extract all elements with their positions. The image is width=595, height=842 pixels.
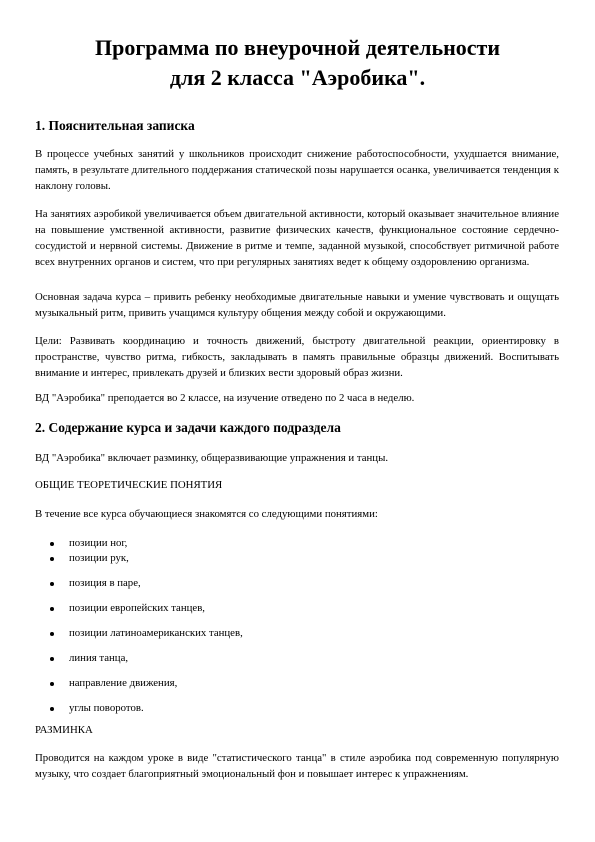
bullet-icon	[50, 535, 64, 551]
bullet-icon	[50, 675, 64, 691]
section-1-paragraph-5: ВД "Аэробика" преподается во 2 классе, на изучение отведено по 2 часа в неделю.	[35, 392, 415, 404]
bullet-icon	[50, 600, 64, 616]
bullet-icon	[50, 650, 64, 666]
warmup-heading: РАЗМИНКА	[35, 724, 93, 736]
bullet-icon	[50, 625, 64, 641]
section-1-paragraph-3: Основная задача курса – привить ребенку необходимые двигательные навыки и умение чувствовать и ощущать музыкальный ритм, привить учащимся культуру общения между собой и окружающими.	[35, 291, 559, 319]
document-page: Программа по внеурочной деятельности для 2 класса "Аэробика". 1. Пояснительная записка В процессе учебных занятий у школьников происходит снижение работоспособности, ухудшается внимание, память, в результате длительного поддержания статической позы нарушается осанка, увеличивается тенденция к наклону головы. На занятиях аэробикой увеличивается объем двигательной активности, который оказывает значительное влияние на повышение умственной активности, развитие физических качеств, функциональное состояние сердечно-сосудистой и нервной системы. Движение в ритме и темпе, заданной музыкой, способствует ритмичной работе всех внутренних органов и систем, что при регулярных занятиях ведет к общему оздоровлению организма. Основная задача курса – привить ребенку необходимые двигательные навыки и умение чувствовать и ощущать музыкальный ритм, привить учащимся культуру общения между собой и окружающими. Цели: Развивать координацию и точность движений, быстроту двигательной реакции, ориентировку в пространстве, чувство ритма, гибкость, закладывать в память правильные образцы движений. Воспитывать внимание и интерес, привлекать друзей и близких вести здоровый образ жизни. ВД "Аэробика" преподается во 2 классе, на изучение отведено по 2 часа в неделю. 2. Содержание курса и задачи каждого подраздела ВД "Аэробика" включает разминку, общеразвивающие упражнения и танцы. ОБЩИЕ ТЕОРЕТИЧЕСКИЕ ПОНЯТИЯ В течение все курса обучающиеся знакомятся со следующими понятиями: позиции ног, позиции рук, позиция в паре, позиции европейских танцев, позиции латиноамериканских танцев, линия танца, направление движения, углы поворотов. РАЗМИНКА Проводится на каждом уроке в виде "статистического танца" в стиле аэробика под современную популярную музыку, что создает благоприятный эмоциональный фон и повышает интерес к упражнениям.	[0, 0, 595, 842]
section-1-heading: 1. Пояснительная записка	[35, 118, 195, 133]
section-2-list-intro: В течение все курса обучающиеся знакомятся со следующими понятиями:	[35, 508, 378, 520]
section-2-heading: 2. Содержание курса и задачи каждого подраздела	[35, 420, 341, 435]
section-1-paragraph-2: На занятиях аэробикой увеличивается объем двигательной активности, который оказывает значительное влияние на повышение умственной активности, развитие физических качеств, функциональное состояние сердечно-сосудистой и нервной системы. Движение в ритме и темпе, заданной музыкой, способствует ритмичной работе всех внутренних органов и систем, что при регулярных занятиях ведет к общему оздоровлению организма.	[35, 208, 559, 268]
document-title-line-1: Программа по внеурочной деятельности	[94, 35, 501, 60]
section-2-subheading: ОБЩИЕ ТЕОРЕТИЧЕСКИЕ ПОНЯТИЯ	[35, 479, 223, 491]
warmup-paragraph: Проводится на каждом уроке в виде "статистического танца" в стиле аэробика под современную популярную музыку, что создает благоприятный эмоциональный фон и повышает интерес к упражнениям.	[35, 752, 559, 780]
section-1-paragraph-4: Цели: Развивать координацию и точность движений, быстроту двигательной реакции, ориентировку в пространстве, чувство ритма, гибкость, закладывать в память правильные образцы движений. Воспитывать внимание и интерес, привлекать друзей и близких вести здоровый образ жизни.	[35, 335, 559, 379]
bullet-icon	[50, 700, 64, 716]
bullet-icon	[50, 575, 64, 591]
document-title-line-2: для 2 класса "Аэробика".	[169, 65, 426, 90]
section-2-intro: ВД "Аэробика" включает разминку, общеразвивающие упражнения и танцы.	[35, 452, 389, 464]
bullet-icon	[50, 550, 64, 566]
section-1-paragraph-1: В процессе учебных занятий у школьников происходит снижение работоспособности, ухудшается внимание, память, в результате длительного поддержания статической позы нарушается осанка, увеличивается тенденция к наклону головы.	[35, 148, 559, 192]
